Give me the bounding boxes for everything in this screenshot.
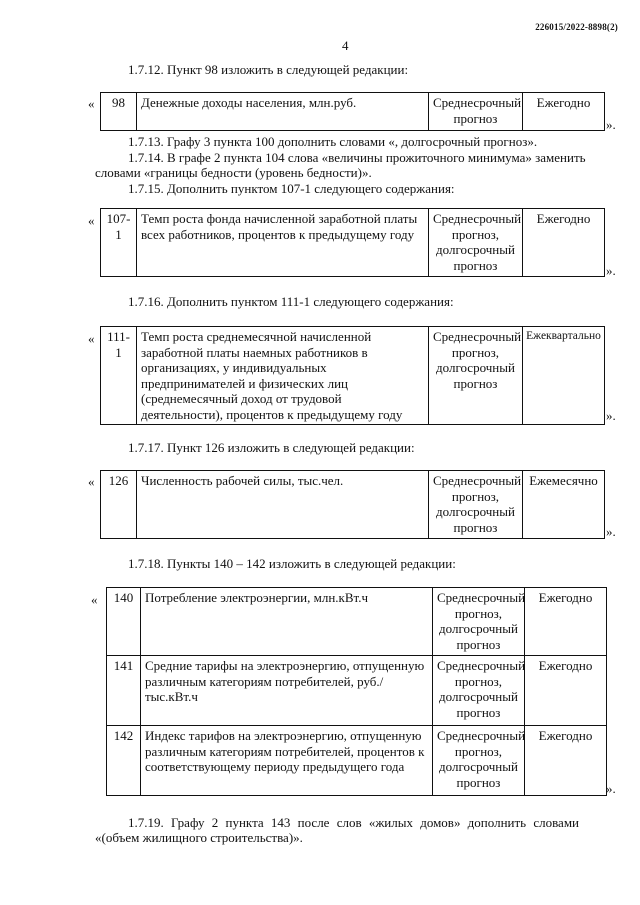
item-forecast: Среднесрочный прогноз, долгосрочный прогноз <box>433 656 525 726</box>
quote-close: ». <box>606 524 616 539</box>
item-name: Средние тарифы на электроэнергию, отпущенную различным категориям потребителей, руб./тыс.кВт.ч <box>141 656 433 726</box>
quote-open: « <box>88 213 95 228</box>
item-name: Индекс тарифов на электроэнергию, отпущенную различным категориям потребителей, процентов к соответствующему периоду предыдущего года <box>141 726 433 796</box>
item-forecast: Среднесрочный прогноз, долгосрочный прогноз <box>433 726 525 796</box>
table-items-140-142 <box>106 587 607 796</box>
item-name: Численность рабочей силы, тыс.чел. <box>137 471 429 539</box>
item-number: 111-1 <box>101 327 137 425</box>
table-row <box>101 93 605 131</box>
item-number: 140 <box>107 588 141 656</box>
section-1-7-15: 1.7.15. Дополнить пунктом 107-1 следующего содержания: <box>128 181 455 196</box>
quote-open: « <box>88 96 95 111</box>
section-1-7-19: 1.7.19. Графу 2 пункта 143 после слов «жилых домов» дополнить словами «(объем жилищного строительства)». <box>95 815 579 845</box>
item-forecast: Среднесрочный прогноз, долгосрочный прогноз <box>429 209 523 277</box>
item-period: Ежегодно <box>523 93 605 131</box>
table-row <box>107 726 607 796</box>
table-row <box>101 471 605 539</box>
table-row <box>107 656 607 726</box>
page-number: 4 <box>342 38 349 53</box>
table-item-126 <box>100 470 605 539</box>
table-row <box>101 327 605 425</box>
document-number: 226015/2022-8898(2) <box>535 22 618 32</box>
quote-close: ». <box>606 117 616 132</box>
item-forecast: Среднесрочный прогноз, долгосрочный прогноз <box>429 471 523 539</box>
quote-close: ». <box>606 408 616 423</box>
section-1-7-14-line2: словами «границы бедности (уровень бедности)». <box>95 165 372 180</box>
item-number: 142 <box>107 726 141 796</box>
table-row <box>101 209 605 277</box>
table-item-98 <box>100 92 605 131</box>
section-1-7-16: 1.7.16. Дополнить пунктом 111-1 следующего содержания: <box>128 294 454 309</box>
quote-close: ». <box>606 781 616 796</box>
quote-open: « <box>88 331 95 346</box>
table-item-107-1 <box>100 208 605 277</box>
item-period: Ежегодно <box>525 726 607 796</box>
quote-close: ». <box>606 263 616 278</box>
item-name: Темп роста среднемесячной начисленной заработной платы наемных работников в организациях, у индивидуальных предпринимателей и физических лиц (среднемесячный доход от трудовой деятельности), процентов к предыдущему году <box>137 327 429 425</box>
item-name: Денежные доходы населения, млн.руб. <box>137 93 429 131</box>
table-item-111-1 <box>100 326 605 425</box>
item-period: Ежегодно <box>525 588 607 656</box>
quote-open: « <box>91 592 98 607</box>
table-row <box>107 588 607 656</box>
item-number: 98 <box>101 93 137 131</box>
section-1-7-17: 1.7.17. Пункт 126 изложить в следующей редакции: <box>128 440 415 455</box>
section-1-7-14-line1: 1.7.14. В графе 2 пункта 104 слова «величины прожиточного минимума» заменить <box>128 150 586 165</box>
quote-open: « <box>88 474 95 489</box>
item-number: 107-1 <box>101 209 137 277</box>
item-name: Темп роста фонда начисленной заработной платы всех работников, процентов к предыдущему году <box>137 209 429 277</box>
item-period: Ежегодно <box>525 656 607 726</box>
item-period: Ежеквартально <box>523 327 605 425</box>
item-period: Ежегодно <box>523 209 605 277</box>
section-1-7-13: 1.7.13. Графу 3 пункта 100 дополнить словами «, долгосрочный прогноз». <box>128 134 538 149</box>
item-number: 141 <box>107 656 141 726</box>
item-number: 126 <box>101 471 137 539</box>
item-forecast: Среднесрочный прогноз, долгосрочный прогноз <box>429 327 523 425</box>
section-1-7-18: 1.7.18. Пункты 140 – 142 изложить в следующей редакции: <box>128 556 456 571</box>
section-1-7-12: 1.7.12. Пункт 98 изложить в следующей редакции: <box>128 62 409 77</box>
item-forecast: Среднесрочный прогноз <box>429 93 523 131</box>
item-name: Потребление электроэнергии, млн.кВт.ч <box>141 588 433 656</box>
item-forecast: Среднесрочный прогноз, долгосрочный прогноз <box>433 588 525 656</box>
item-period: Ежемесячно <box>523 471 605 539</box>
